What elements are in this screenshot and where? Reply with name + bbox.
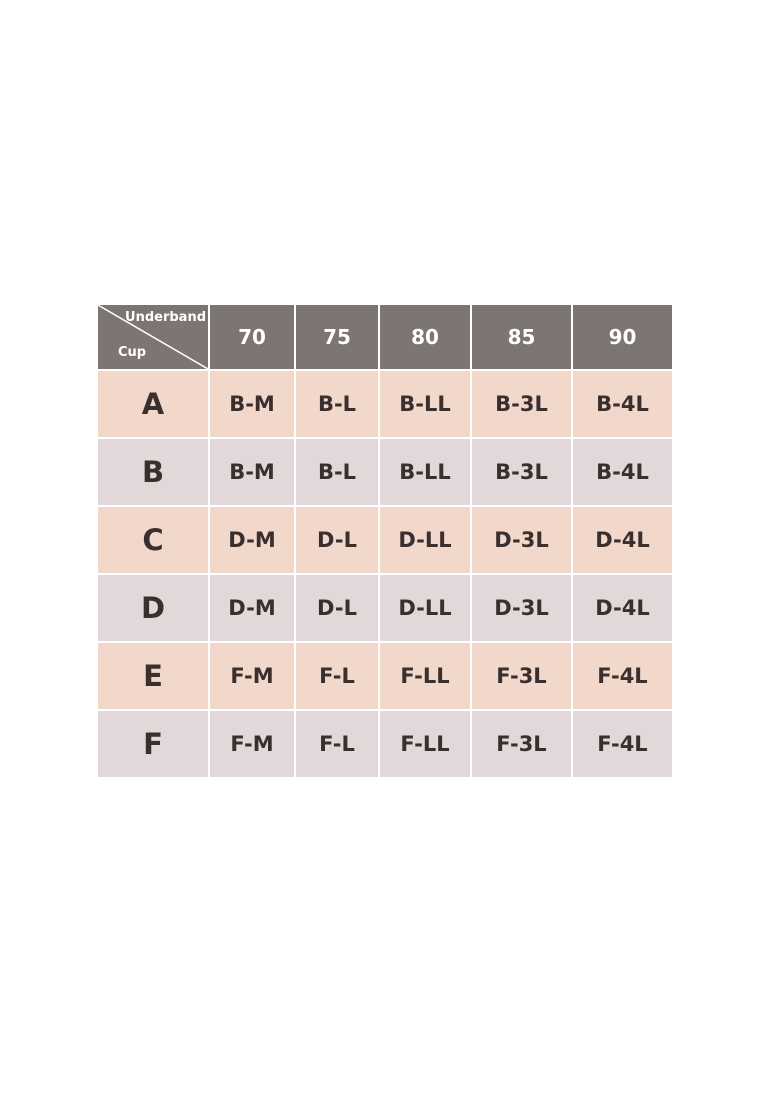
size-cell: D-L <box>295 574 379 642</box>
size-cell: F-M <box>209 710 295 778</box>
size-cell: D-3L <box>471 574 572 642</box>
corner-header-cell <box>97 304 209 370</box>
size-cell: B-L <box>295 438 379 506</box>
size-cell: B-L <box>295 370 379 438</box>
cup-label: Cup <box>118 345 147 360</box>
size-cell: B-3L <box>471 370 572 438</box>
size-cell: D-LL <box>379 506 471 574</box>
size-cell: D-M <box>209 574 295 642</box>
size-cell: F-4L <box>572 710 673 778</box>
cup-cell: C <box>97 506 209 574</box>
size-cell: D-3L <box>471 506 572 574</box>
cup-cell: D <box>97 574 209 642</box>
header-row <box>97 304 673 370</box>
table-body <box>97 370 673 778</box>
underband-header: 90 <box>572 304 673 370</box>
table-row <box>97 642 673 710</box>
size-cell: B-3L <box>471 438 572 506</box>
table-row <box>97 438 673 506</box>
underband-header: 85 <box>471 304 572 370</box>
cup-cell: B <box>97 438 209 506</box>
size-cell: B-LL <box>379 438 471 506</box>
table-header <box>97 304 673 370</box>
size-cell: D-L <box>295 506 379 574</box>
underband-header: 70 <box>209 304 295 370</box>
size-cell: D-4L <box>572 574 673 642</box>
cup-cell: E <box>97 642 209 710</box>
size-cell: F-3L <box>471 710 572 778</box>
size-cell: D-LL <box>379 574 471 642</box>
size-cell: B-M <box>209 370 295 438</box>
size-cell: F-L <box>295 710 379 778</box>
size-cell: F-3L <box>471 642 572 710</box>
table-row <box>97 710 673 778</box>
size-cell: D-4L <box>572 506 673 574</box>
cup-cell: A <box>97 370 209 438</box>
size-chart-table <box>96 303 674 779</box>
underband-header: 80 <box>379 304 471 370</box>
size-cell: F-M <box>209 642 295 710</box>
table-row <box>97 370 673 438</box>
size-cell: B-LL <box>379 370 471 438</box>
table-row <box>97 574 673 642</box>
underband-header: 75 <box>295 304 379 370</box>
size-cell: D-M <box>209 506 295 574</box>
size-cell: F-LL <box>379 710 471 778</box>
underband-label: Underband <box>125 310 206 325</box>
size-cell: B-4L <box>572 438 673 506</box>
table-row <box>97 506 673 574</box>
size-cell: F-4L <box>572 642 673 710</box>
cup-cell: F <box>97 710 209 778</box>
size-cell: F-L <box>295 642 379 710</box>
size-cell: F-LL <box>379 642 471 710</box>
size-cell: B-4L <box>572 370 673 438</box>
size-cell: B-M <box>209 438 295 506</box>
